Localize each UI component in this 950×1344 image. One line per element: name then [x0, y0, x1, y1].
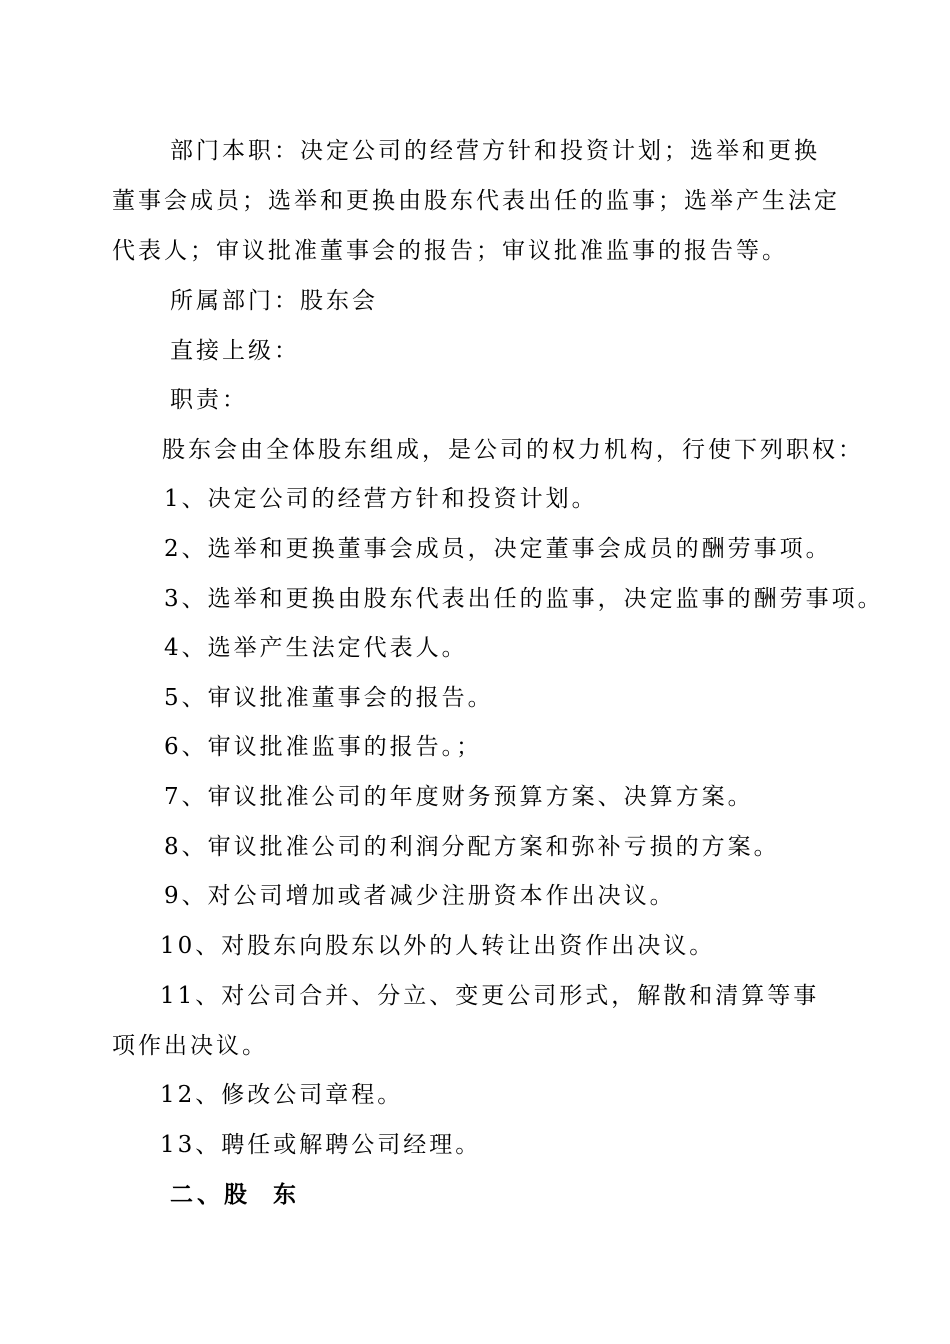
- list-item: 6、审议批准监事的报告。；: [164, 734, 483, 760]
- list-item: 11、对公司合并、分立、变更公司形式，解散和清算等事项作出决议。: [112, 983, 820, 1059]
- list-item: 4、选举产生法定代表人。: [164, 635, 468, 661]
- responsibilities-label: 职责：: [170, 387, 248, 413]
- superior-line: 直接上级：: [170, 338, 300, 364]
- list-item: 1、决定公司的经营方针和投资计划。: [164, 486, 598, 512]
- list-item: 12、修改公司章程。: [160, 1082, 404, 1108]
- list-item: 10、对股东向股东以外的人转让出资作出决议。: [160, 933, 716, 959]
- list-item: 8、审议批准公司的利润分配方案和弥补亏损的方案。: [164, 834, 780, 860]
- section-heading-part2: 东: [273, 1181, 300, 1208]
- list-item: 2、选举和更换董事会成员，决定董事会成员的酬劳事项。: [164, 536, 832, 562]
- duty-paragraph: 部门本职：决定公司的经营方针和投资计划；选举和更换董事会成员；选举和更换由股东代表出任的监事；选举产生法定代表人；审议批准董事会的报告；审议批准监事的报告等。: [112, 138, 840, 264]
- department-line: 所属部门：股东会: [170, 288, 378, 314]
- section-heading-part1: 二、股: [170, 1181, 251, 1208]
- list-item: 3、选举和更换由股东代表出任的监事，决定监事的酬劳事项。: [164, 586, 884, 612]
- list-item: 5、审议批准董事会的报告。: [164, 685, 494, 711]
- list-item: 13、聘任或解聘公司经理。: [160, 1132, 482, 1158]
- list-item: 7、审议批准公司的年度财务预算方案、决算方案。: [164, 784, 754, 810]
- list-item: 9、对公司增加或者减少注册资本作出决议。: [164, 883, 676, 909]
- section-heading: [112, 1170, 900, 1220]
- intro-line: 股东会由全体股东组成，是公司的权力机构，行使下列职权：: [162, 437, 864, 463]
